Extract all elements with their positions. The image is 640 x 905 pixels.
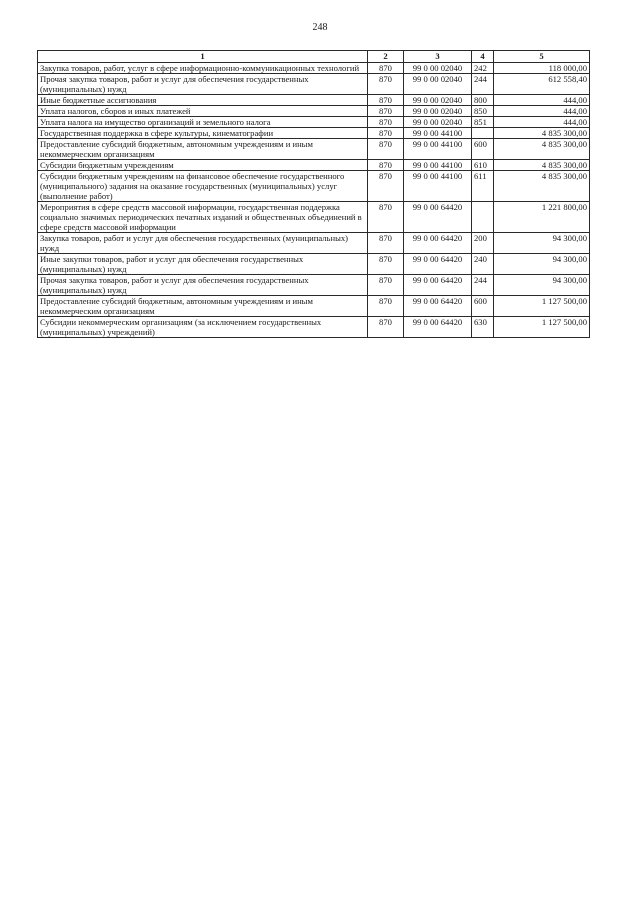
header-col-3: 3 — [404, 51, 472, 63]
row-csr: 99 0 00 44100 — [404, 160, 472, 171]
row-vr: 851 — [472, 117, 494, 128]
row-amount: 1 127 500,00 — [494, 296, 590, 317]
row-amount: 94 300,00 — [494, 275, 590, 296]
row-name: Закупка товаров, работ, услуг в сфере информационно-коммуникационных технологий — [38, 63, 368, 74]
row-grbs: 870 — [368, 296, 404, 317]
header-col-4: 4 — [472, 51, 494, 63]
row-vr: 200 — [472, 233, 494, 254]
header-col-2: 2 — [368, 51, 404, 63]
row-name: Прочая закупка товаров, работ и услуг для обеспечения государственных (муниципальных) нужд — [38, 74, 368, 95]
table-header — [38, 51, 590, 63]
row-csr: 99 0 00 44100 — [404, 128, 472, 139]
row-csr: 99 0 00 44100 — [404, 171, 472, 202]
page-number: 248 — [312, 22, 328, 33]
row-amount: 4 835 300,00 — [494, 160, 590, 171]
row-amount: 4 835 300,00 — [494, 128, 590, 139]
row-csr: 99 0 00 64420 — [404, 317, 472, 338]
table-row — [38, 63, 590, 74]
row-csr: 99 0 00 02040 — [404, 63, 472, 74]
row-grbs: 870 — [368, 95, 404, 106]
row-name: Уплата налога на имущество организаций и земельного налога — [38, 117, 368, 128]
row-name: Мероприятия в сфере средств массовой информации, государственная поддержка социально значимых периодических печатных изданий и общественных объединений в сфере средств массовой информации — [38, 202, 368, 233]
row-amount: 444,00 — [494, 95, 590, 106]
row-grbs: 870 — [368, 275, 404, 296]
row-csr: 99 0 00 64420 — [404, 275, 472, 296]
row-name: Государственная поддержка в сфере культуры, кинематографии — [38, 128, 368, 139]
table-row — [38, 233, 590, 254]
table-row — [38, 171, 590, 202]
row-vr — [472, 202, 494, 233]
row-csr: 99 0 00 64420 — [404, 202, 472, 233]
row-grbs: 870 — [368, 128, 404, 139]
row-name: Иные бюджетные ассигнования — [38, 95, 368, 106]
row-vr: 242 — [472, 63, 494, 74]
table-row — [38, 106, 590, 117]
row-vr — [472, 128, 494, 139]
row-name: Субсидии бюджетным учреждениям на финансовое обеспечение государственного (муниципального) задания на оказание государственных (муниципальных) услуг (выполнение работ) — [38, 171, 368, 202]
row-grbs: 870 — [368, 233, 404, 254]
row-grbs: 870 — [368, 106, 404, 117]
row-vr: 240 — [472, 254, 494, 275]
header-col-1: 1 — [38, 51, 368, 63]
row-amount: 1 221 800,00 — [494, 202, 590, 233]
table-row — [38, 117, 590, 128]
row-grbs: 870 — [368, 160, 404, 171]
table-row — [38, 254, 590, 275]
header-row — [38, 51, 590, 63]
table-row — [38, 296, 590, 317]
table-row — [38, 139, 590, 160]
row-name: Предоставление субсидий бюджетным, автономным учреждениям и иным некоммерческим организациям — [38, 296, 368, 317]
row-csr: 99 0 00 02040 — [404, 95, 472, 106]
row-csr: 99 0 00 64420 — [404, 233, 472, 254]
row-vr: 800 — [472, 95, 494, 106]
table-row — [38, 160, 590, 171]
row-name: Уплата налогов, сборов и иных платежей — [38, 106, 368, 117]
row-vr: 244 — [472, 275, 494, 296]
row-amount: 4 835 300,00 — [494, 171, 590, 202]
row-amount: 94 300,00 — [494, 233, 590, 254]
row-amount: 444,00 — [494, 106, 590, 117]
row-csr: 99 0 00 64420 — [404, 254, 472, 275]
table-body — [38, 63, 590, 338]
table-row — [38, 275, 590, 296]
row-amount: 4 835 300,00 — [494, 139, 590, 160]
row-csr: 99 0 00 02040 — [404, 74, 472, 95]
table-row — [38, 317, 590, 338]
row-amount: 118 000,00 — [494, 63, 590, 74]
row-vr: 244 — [472, 74, 494, 95]
row-vr: 611 — [472, 171, 494, 202]
header-col-5: 5 — [494, 51, 590, 63]
row-grbs: 870 — [368, 74, 404, 95]
row-grbs: 870 — [368, 254, 404, 275]
table-row — [38, 74, 590, 95]
row-grbs: 870 — [368, 317, 404, 338]
row-csr: 99 0 00 64420 — [404, 296, 472, 317]
row-vr: 850 — [472, 106, 494, 117]
row-name: Закупка товаров, работ и услуг для обеспечения государственных (муниципальных) нужд — [38, 233, 368, 254]
budget-table — [37, 50, 590, 338]
row-amount: 94 300,00 — [494, 254, 590, 275]
row-grbs: 870 — [368, 63, 404, 74]
row-vr: 600 — [472, 296, 494, 317]
row-grbs: 870 — [368, 139, 404, 160]
row-name: Субсидии бюджетным учреждениям — [38, 160, 368, 171]
row-vr: 610 — [472, 160, 494, 171]
row-grbs: 870 — [368, 202, 404, 233]
row-csr: 99 0 00 02040 — [404, 117, 472, 128]
row-name: Прочая закупка товаров, работ и услуг для обеспечения государственных (муниципальных) нужд — [38, 275, 368, 296]
row-vr: 600 — [472, 139, 494, 160]
row-vr: 630 — [472, 317, 494, 338]
row-grbs: 870 — [368, 171, 404, 202]
table-row — [38, 95, 590, 106]
row-amount: 612 558,40 — [494, 74, 590, 95]
table-row — [38, 128, 590, 139]
table-row — [38, 202, 590, 233]
row-name: Иные закупки товаров, работ и услуг для обеспечения государственных (муниципальных) нужд — [38, 254, 368, 275]
row-csr: 99 0 00 02040 — [404, 106, 472, 117]
row-amount: 1 127 500,00 — [494, 317, 590, 338]
row-amount: 444,00 — [494, 117, 590, 128]
row-csr: 99 0 00 44100 — [404, 139, 472, 160]
row-grbs: 870 — [368, 117, 404, 128]
row-name: Субсидии некоммерческим организациям (за исключением государственных (муниципальных) учреждений) — [38, 317, 368, 338]
row-name: Предоставление субсидий бюджетным, автономным учреждениям и иным некоммерческим организациям — [38, 139, 368, 160]
